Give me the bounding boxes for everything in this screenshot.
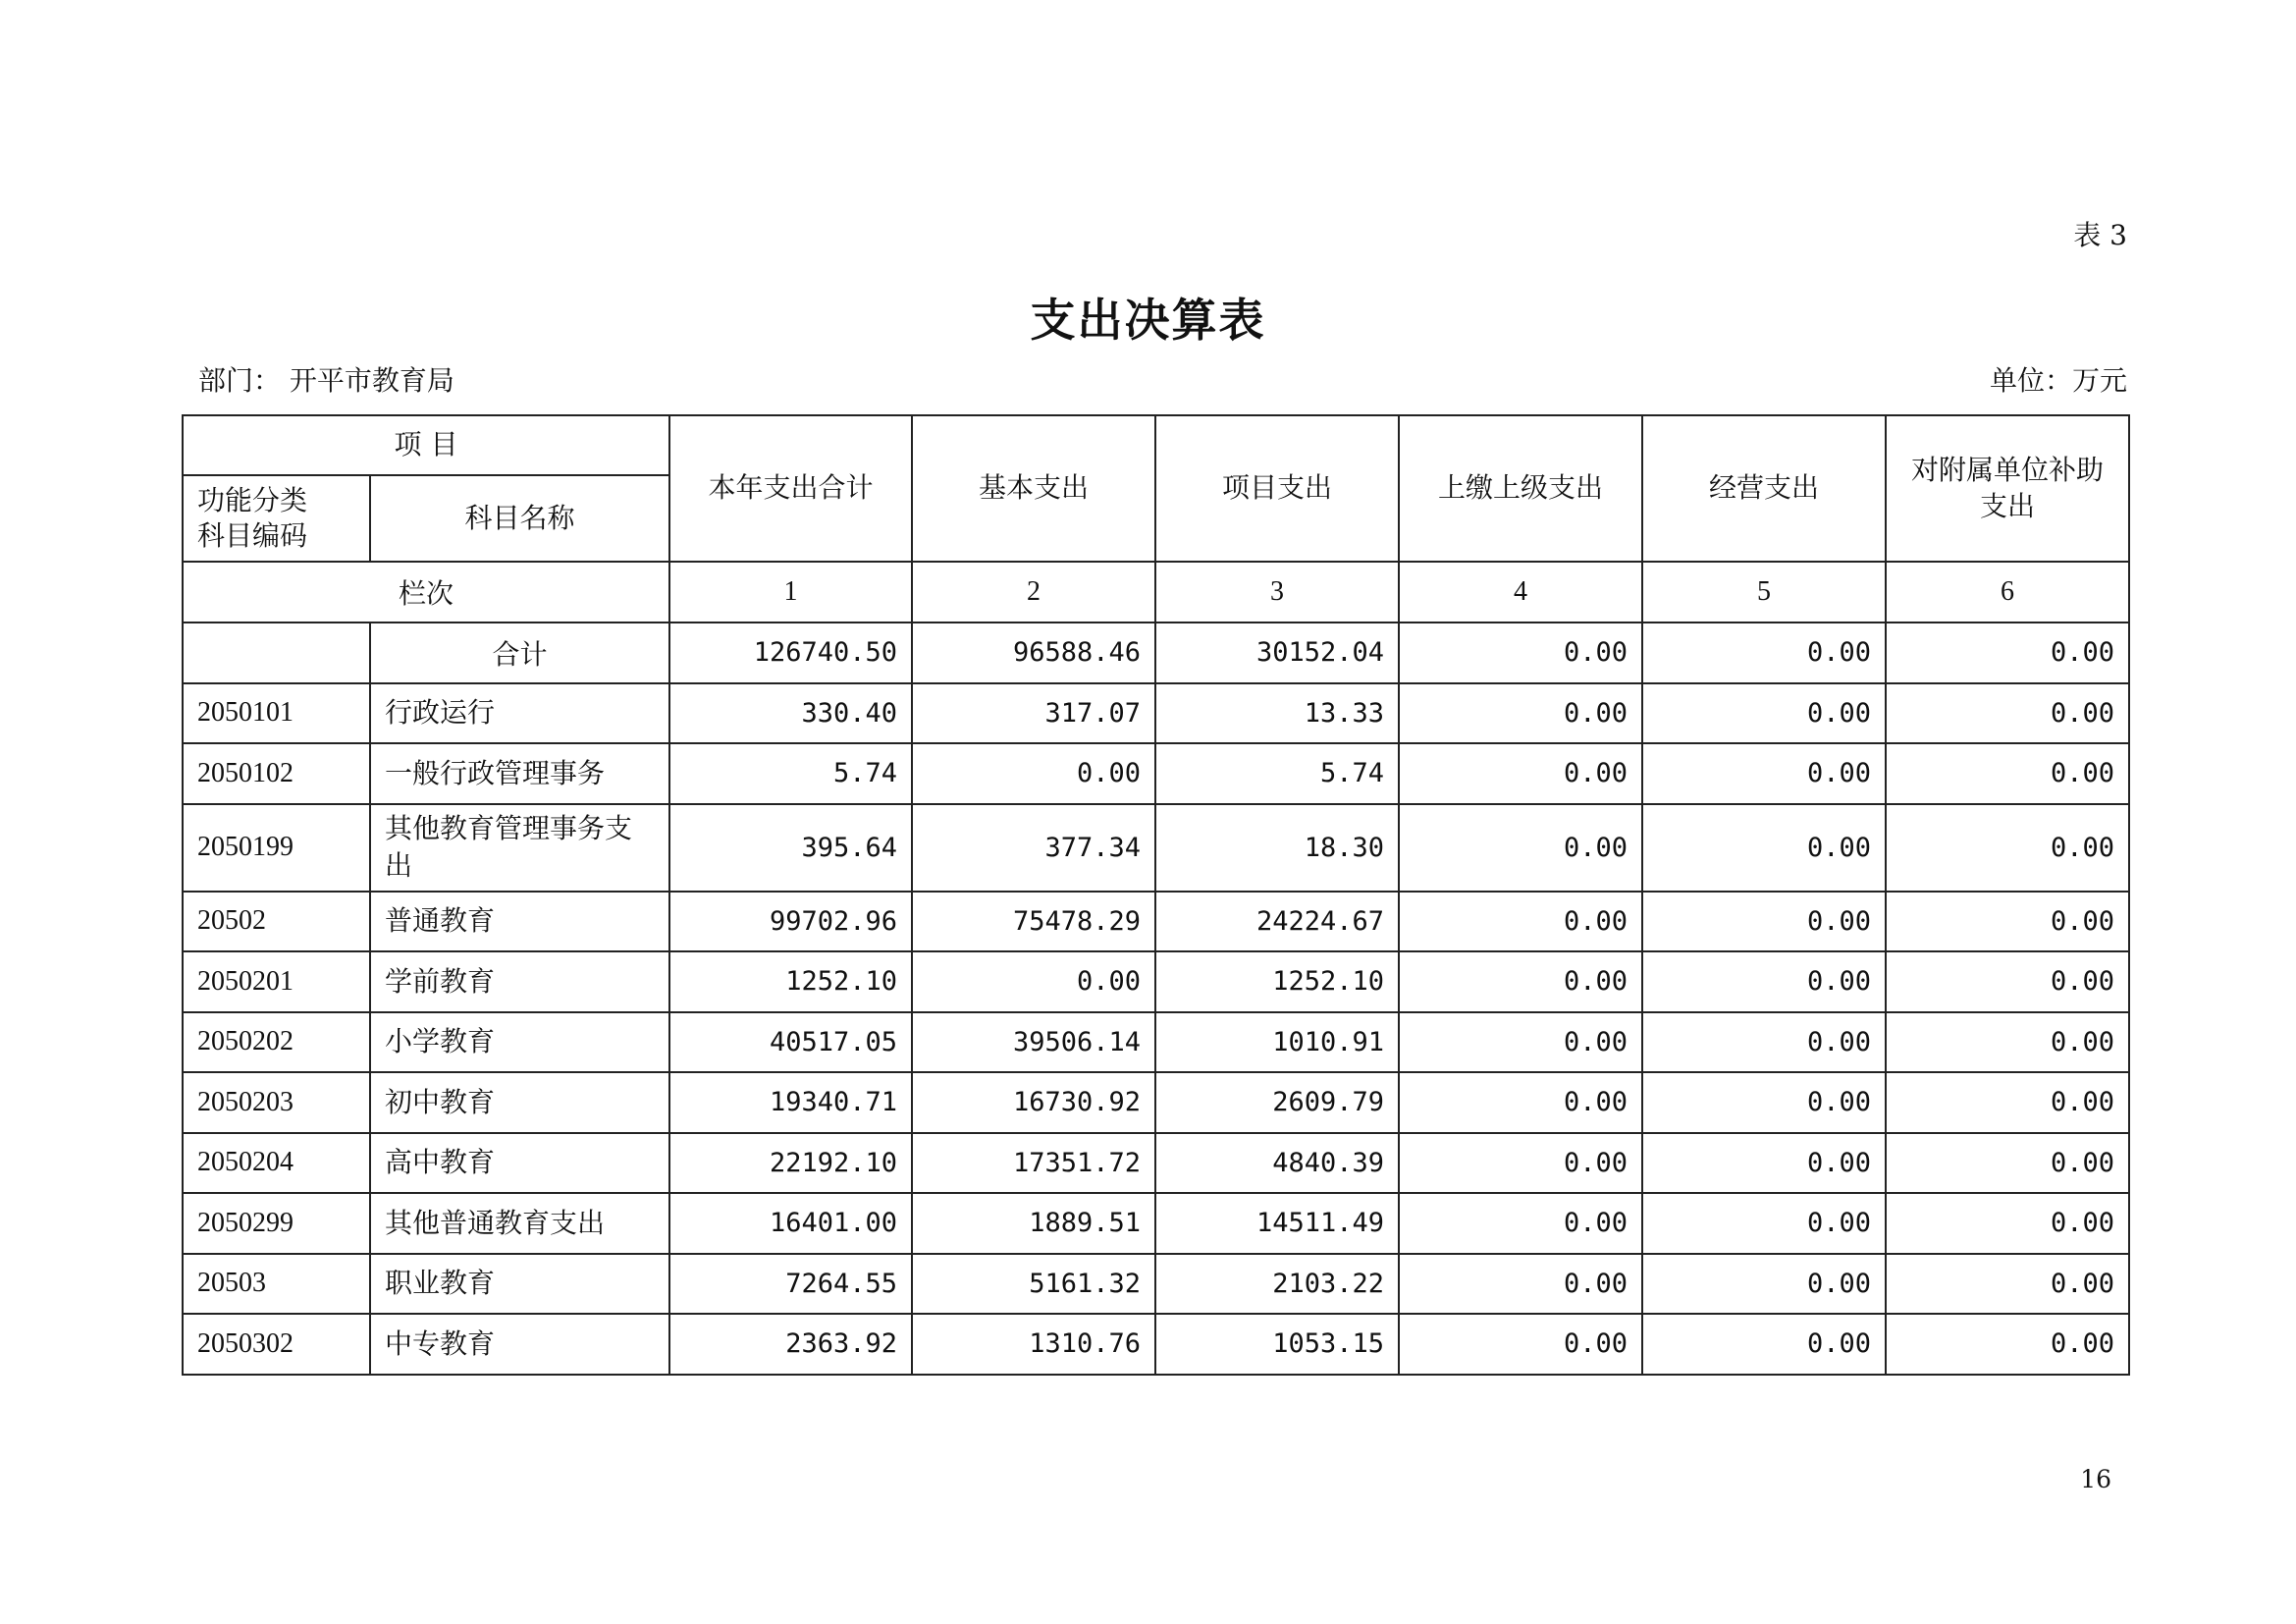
row-value: 0.00	[1399, 1133, 1642, 1194]
row-name: 初中教育	[370, 1072, 669, 1133]
total-code-cell	[183, 623, 370, 683]
header-col-5: 经营支出	[1642, 415, 1886, 562]
row-value: 330.40	[669, 683, 912, 744]
table-row	[183, 1193, 2129, 1254]
row-code: 20503	[183, 1254, 370, 1315]
row-code: 20502	[183, 892, 370, 952]
col-number: 3	[1155, 562, 1399, 623]
row-value: 0.00	[912, 951, 1155, 1012]
total-value: 0.00	[1886, 623, 2129, 683]
header-project: 项 目	[183, 415, 669, 475]
row-value: 0.00	[1886, 892, 2129, 952]
row-value: 0.00	[1642, 683, 1886, 744]
row-value: 0.00	[1886, 743, 2129, 804]
row-value: 0.00	[1642, 1072, 1886, 1133]
col-number: 5	[1642, 562, 1886, 623]
table-row	[183, 1072, 2129, 1133]
total-row	[183, 623, 2129, 683]
header-lanci: 栏次	[183, 562, 669, 623]
row-value: 1310.76	[912, 1314, 1155, 1375]
row-value: 1252.10	[1155, 951, 1399, 1012]
row-value: 2103.22	[1155, 1254, 1399, 1315]
row-value: 22192.10	[669, 1133, 912, 1194]
row-code: 2050302	[183, 1314, 370, 1375]
total-value: 0.00	[1642, 623, 1886, 683]
row-value: 5.74	[1155, 743, 1399, 804]
row-value: 0.00	[1886, 1193, 2129, 1254]
row-name: 小学教育	[370, 1012, 669, 1073]
row-value: 0.00	[1399, 892, 1642, 952]
header-func-code: 功能分类 科目编码	[183, 475, 370, 562]
row-value: 75478.29	[912, 892, 1155, 952]
col-number: 6	[1886, 562, 2129, 623]
row-value: 0.00	[1399, 1314, 1642, 1375]
table-row	[183, 683, 2129, 744]
table-row	[183, 892, 2129, 952]
row-value: 0.00	[912, 743, 1155, 804]
total-value: 30152.04	[1155, 623, 1399, 683]
row-value: 7264.55	[669, 1254, 912, 1315]
row-code: 2050101	[183, 683, 370, 744]
row-value: 0.00	[1399, 1072, 1642, 1133]
row-value: 17351.72	[912, 1133, 1155, 1194]
row-value: 395.64	[669, 804, 912, 892]
table-row	[183, 951, 2129, 1012]
row-value: 0.00	[1399, 743, 1642, 804]
unit-label: 单位：万元	[1989, 364, 2127, 397]
row-code: 2050102	[183, 743, 370, 804]
row-value: 5161.32	[912, 1254, 1155, 1315]
row-value: 1889.51	[912, 1193, 1155, 1254]
row-value: 1053.15	[1155, 1314, 1399, 1375]
row-value: 0.00	[1886, 1314, 2129, 1375]
row-value: 0.00	[1642, 1193, 1886, 1254]
row-value: 4840.39	[1155, 1133, 1399, 1194]
row-name: 其他教育管理事务支 出	[370, 804, 669, 892]
total-value: 0.00	[1399, 623, 1642, 683]
row-name: 学前教育	[370, 951, 669, 1012]
table-number: 表 3	[2073, 219, 2127, 251]
row-name: 职业教育	[370, 1254, 669, 1315]
row-value: 18.30	[1155, 804, 1399, 892]
total-label: 合计	[370, 623, 669, 683]
row-value: 99702.96	[669, 892, 912, 952]
page-number: 16	[2080, 1465, 2111, 1493]
row-value: 0.00	[1886, 1133, 2129, 1194]
header-col-3: 项目支出	[1155, 415, 1399, 562]
row-name: 一般行政管理事务	[370, 743, 669, 804]
table-row	[183, 743, 2129, 804]
row-value: 0.00	[1642, 1133, 1886, 1194]
total-value: 96588.46	[912, 623, 1155, 683]
col-number: 2	[912, 562, 1155, 623]
row-value: 0.00	[1642, 1012, 1886, 1073]
header-col-2: 基本支出	[912, 415, 1155, 562]
row-value: 0.00	[1399, 804, 1642, 892]
row-name: 其他普通教育支出	[370, 1193, 669, 1254]
page-title: 支出决算表	[1030, 294, 1266, 347]
total-value: 126740.50	[669, 623, 912, 683]
table-row	[183, 804, 2129, 892]
row-value: 5.74	[669, 743, 912, 804]
row-value: 377.34	[912, 804, 1155, 892]
row-value: 0.00	[1399, 1193, 1642, 1254]
row-value: 0.00	[1399, 683, 1642, 744]
row-value: 0.00	[1886, 1072, 2129, 1133]
row-name: 行政运行	[370, 683, 669, 744]
row-code: 2050203	[183, 1072, 370, 1133]
col-number: 4	[1399, 562, 1642, 623]
row-value: 1252.10	[669, 951, 912, 1012]
row-value: 16730.92	[912, 1072, 1155, 1133]
row-value: 0.00	[1886, 1012, 2129, 1073]
row-value: 0.00	[1642, 951, 1886, 1012]
row-value: 0.00	[1399, 1012, 1642, 1073]
row-value: 2363.92	[669, 1314, 912, 1375]
col-number: 1	[669, 562, 912, 623]
row-value: 0.00	[1642, 1314, 1886, 1375]
row-value: 14511.49	[1155, 1193, 1399, 1254]
header-col-4: 上缴上级支出	[1399, 415, 1642, 562]
header-col-1: 本年支出合计	[669, 415, 912, 562]
row-value: 1010.91	[1155, 1012, 1399, 1073]
row-value: 0.00	[1642, 804, 1886, 892]
row-value: 0.00	[1399, 1254, 1642, 1315]
row-name: 高中教育	[370, 1133, 669, 1194]
row-value: 40517.05	[669, 1012, 912, 1073]
table-row	[183, 1254, 2129, 1315]
row-value: 13.33	[1155, 683, 1399, 744]
header-subject-name: 科目名称	[370, 475, 669, 562]
row-value: 0.00	[1886, 1254, 2129, 1315]
row-value: 317.07	[912, 683, 1155, 744]
row-name: 普通教育	[370, 892, 669, 952]
row-value: 2609.79	[1155, 1072, 1399, 1133]
department-label: 部门： 开平市教育局	[198, 364, 454, 397]
row-value: 0.00	[1399, 951, 1642, 1012]
row-value: 0.00	[1886, 951, 2129, 1012]
row-code: 2050204	[183, 1133, 370, 1194]
row-value: 0.00	[1886, 804, 2129, 892]
row-value: 16401.00	[669, 1193, 912, 1254]
row-value: 24224.67	[1155, 892, 1399, 952]
row-code: 2050299	[183, 1193, 370, 1254]
table-row	[183, 1012, 2129, 1073]
row-value: 0.00	[1886, 683, 2129, 744]
row-value: 19340.71	[669, 1072, 912, 1133]
row-value: 39506.14	[912, 1012, 1155, 1073]
row-value: 0.00	[1642, 1254, 1886, 1315]
table-row	[183, 1314, 2129, 1375]
row-value: 0.00	[1642, 743, 1886, 804]
row-code: 2050202	[183, 1012, 370, 1073]
row-code: 2050201	[183, 951, 370, 1012]
expenditure-table	[182, 414, 2130, 1376]
header-col-6: 对附属单位补助 支出	[1886, 415, 2129, 562]
row-name: 中专教育	[370, 1314, 669, 1375]
row-value: 0.00	[1642, 892, 1886, 952]
table-row	[183, 1133, 2129, 1194]
row-code: 2050199	[183, 804, 370, 892]
